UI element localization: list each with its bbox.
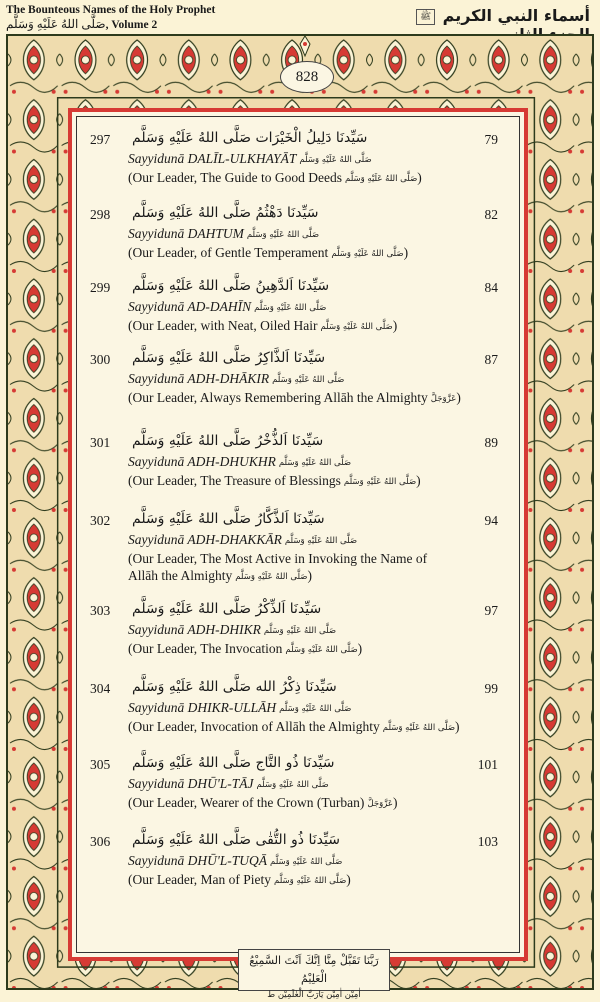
entry-head — [90, 205, 510, 225]
entry-end-honorific: صَلَّى اللهُ عَلَيْهِ وَسَلَّم — [331, 249, 404, 259]
entry-number: 306 — [90, 834, 111, 849]
entry-meaning — [128, 472, 510, 491]
entry-page-ref: 79 — [484, 132, 498, 147]
entry-arabic-name: سَيِّدنَا دَهْثُمُ صَلَّى اللهُ عَلَيْهِ وَسَلَّم — [132, 205, 319, 221]
entry-honorific: صَلَّى اللهُ عَلَيْهِ وَسَلَّم — [284, 536, 358, 546]
page-number: 828 — [280, 61, 334, 93]
entry-meaning-text: (Our Leader, with Neat, Oiled Hair — [128, 318, 318, 333]
entry-name: DHIKR-ULLĀH — [187, 700, 277, 715]
entry-arabic-name: سَيِّدنَا اَلذَّكَّارُ صَلَّى اللهُ عَلَيْهِ وَسَلَّم — [132, 511, 325, 527]
entry-close-paren: ) — [392, 318, 398, 333]
entry-meaning — [128, 640, 510, 659]
entry-honorific: صَلَّى اللهُ عَلَيْهِ وَسَلَّم — [278, 458, 352, 468]
entry-page-ref: 97 — [484, 603, 498, 618]
arabic-running-header — [400, 6, 590, 32]
entry-name: ADH-DHIKR — [187, 622, 261, 637]
entry-honorific: صَلَّى اللهُ عَلَيْهِ وَسَلَّم — [270, 857, 343, 867]
entry-prefix: Sayyidunā — [128, 299, 188, 314]
entry-arabic-name: سَيِّدنَا ذِكْرُ الله صَلَّى اللهُ عَلَيْهِ وَسَلَّم — [132, 679, 337, 695]
entry-name: DHŪ'L-TĀJ — [187, 776, 254, 791]
name-entry — [90, 832, 510, 890]
entry-honorific: صَلَّى اللهُ عَلَيْهِ وَسَلَّم — [299, 155, 372, 165]
footer-dua-line1: رَبَّنَا تَقَبَّلْ مِنَّا اِنَّكَ اَنْتَ السَّمِيْعُ الْعَلِيْمُ — [249, 954, 379, 985]
entry-page-ref: 99 — [484, 681, 498, 696]
entry-meaning-text2: Allāh the Almighty — [128, 568, 233, 583]
entry-transliteration — [128, 852, 510, 871]
entry-prefix: Sayyidunā — [128, 532, 188, 547]
volume-label: , Volume 2 — [105, 19, 158, 31]
entry-close-paren: ) — [357, 641, 363, 656]
entry-transliteration — [128, 775, 510, 794]
entry-number: 299 — [90, 280, 111, 295]
footer-cartouche — [238, 949, 390, 1000]
entry-end-honorific: صَلَّى اللهُ عَلَيْهِ وَسَلَّم — [235, 572, 308, 582]
entry-end-honorific: صَلَّى اللهُ عَلَيْهِ وَسَلَّم — [345, 174, 418, 184]
footer-dua-line2: اٰمِيْن اٰمِيْن يَارَبَّ الْعٰلَمِيْن ط — [267, 990, 361, 1000]
entry-end-honorific: صَلَّى اللهُ عَلَيْهِ وَسَلَّم — [320, 322, 393, 332]
entry-prefix: Sayyidunā — [128, 151, 188, 166]
entry-meaning-text: (Our Leader, The Invocation — [128, 641, 283, 656]
volume-line — [6, 17, 266, 33]
entry-prefix: Sayyidunā — [128, 226, 188, 241]
entry-meaning-text: (Our Leader, The Guide to Good Deeds — [128, 170, 343, 185]
entry-name: DALĪL-ULKHAYĀT — [187, 151, 297, 166]
entry-page-ref: 84 — [484, 280, 498, 295]
entry-end-honorific: صَلَّى اللهُ عَلَيْهِ وَسَلَّم — [285, 645, 358, 655]
entry-end-honorific: صَلَّى اللهُ عَلَيْهِ وَسَلَّم — [274, 876, 347, 886]
entry-meaning-cont — [128, 567, 510, 586]
name-entry — [90, 350, 510, 408]
entry-meaning-text: (Our Leader, The Treasure of Blessings — [128, 473, 341, 488]
entry-transliteration — [128, 621, 510, 640]
entry-page-ref: 87 — [484, 352, 498, 367]
entry-end-honorific: عَزَّوَجَلَّ — [430, 394, 457, 404]
entry-close-paren: ) — [346, 872, 351, 887]
top-ornament-icon — [298, 36, 312, 58]
entry-transliteration — [128, 531, 510, 550]
entry-meaning — [128, 871, 510, 890]
volume-honorific: صَلَّى اللهُ عَلَيْهِ وَسَلَّم — [6, 17, 106, 31]
entry-meaning — [128, 389, 510, 408]
entry-end-honorific: صَلَّى اللهُ عَلَيْهِ وَسَلَّم — [382, 723, 456, 733]
entry-name: DAHTUM — [187, 226, 244, 241]
entry-page-ref: 103 — [477, 834, 498, 849]
entry-number: 302 — [90, 513, 111, 528]
entry-meaning — [128, 317, 510, 336]
entry-close-paren: ) — [455, 719, 460, 734]
entry-head — [90, 832, 510, 852]
entry-arabic-name: سَيِّدنَا ذُو التَّاج صَلَّى اللهُ عَلَيْهِ وَسَلَّم — [132, 755, 335, 771]
entry-transliteration — [128, 453, 510, 472]
entry-end-honorific: صَلَّى اللهُ عَلَيْهِ وَسَلَّم — [343, 477, 417, 487]
entry-honorific: صَلَّى اللهُ عَلَيْهِ وَسَلَّم — [254, 303, 327, 313]
entry-meaning-text: (Our Leader, Man of Piety — [128, 872, 272, 887]
entry-honorific: صَلَّى اللهُ عَلَيْهِ وَسَلَّم — [263, 626, 337, 636]
entry-prefix: Sayyidunā — [128, 700, 188, 715]
entry-head — [90, 130, 510, 150]
entry-close-paren: ) — [392, 795, 398, 810]
running-header — [6, 4, 266, 33]
name-entry — [90, 601, 510, 659]
entry-name: ADH-DHĀKIR — [187, 371, 270, 386]
entry-page-ref: 82 — [484, 207, 498, 222]
entry-prefix: Sayyidunā — [128, 371, 188, 386]
name-entry — [90, 205, 510, 263]
entry-close-paren: ) — [403, 245, 409, 260]
name-entry — [90, 511, 510, 586]
entry-prefix: Sayyidunā — [128, 622, 188, 637]
entry-prefix: Sayyidunā — [128, 853, 188, 868]
entry-arabic-name: سَيِّدنَا اَلذُّخْرُ صَلَّى اللهُ عَلَيْهِ وَسَلَّم — [132, 433, 324, 449]
entry-number: 301 — [90, 435, 111, 450]
entry-page-ref: 101 — [477, 757, 498, 772]
book-title: The Bounteous Names of the Holy Prophet — [6, 4, 216, 16]
entry-meaning — [128, 244, 510, 263]
entry-head — [90, 511, 510, 531]
entry-arabic-name: سَيِّدنَا اَلدَّهِينُ صَلَّى اللهُ عَلَيْهِ وَسَلَّم — [132, 278, 330, 294]
entry-meaning-text: (Our Leader, of Gentle Temperament — [128, 245, 329, 260]
entry-prefix: Sayyidunā — [128, 776, 188, 791]
name-entry — [90, 679, 510, 737]
entry-number: 305 — [90, 757, 111, 772]
entry-close-paren: ) — [416, 473, 421, 488]
entry-transliteration — [128, 298, 510, 317]
arabic-honorific: ﷺ — [416, 9, 435, 25]
entry-head — [90, 755, 510, 775]
name-entry — [90, 130, 510, 188]
entry-arabic-name: سَيِّدنَا اَلذَّاكِرُ صَلَّى اللهُ عَلَيْهِ وَسَلَّم — [132, 350, 326, 366]
entry-close-paren: ) — [307, 568, 312, 583]
entry-head — [90, 433, 510, 453]
entry-meaning — [128, 169, 510, 188]
entry-arabic-name: سَيِّدنَا اَلذِّكْرُ صَلَّى اللهُ عَلَيْهِ وَسَلَّم — [132, 601, 322, 617]
entry-page-ref: 94 — [484, 513, 498, 528]
entry-page-ref: 89 — [484, 435, 498, 450]
name-entry — [90, 433, 510, 491]
entry-meaning-text: (Our Leader, Wearer of the Crown (Turban) — [128, 795, 365, 810]
entry-prefix: Sayyidunā — [128, 454, 188, 469]
entry-meaning — [128, 794, 510, 813]
entry-meaning — [128, 550, 510, 567]
entry-head — [90, 350, 510, 370]
entry-number: 303 — [90, 603, 111, 618]
name-entry — [90, 278, 510, 336]
entry-honorific: صَلَّى اللهُ عَلَيْهِ وَسَلَّم — [256, 780, 329, 790]
entry-meaning-text: (Our Leader, Invocation of Allāh the Almighty — [128, 719, 380, 734]
entry-number: 300 — [90, 352, 111, 367]
entry-head — [90, 679, 510, 699]
entry-name: DHŪ'L-TUQĀ — [187, 853, 268, 868]
entry-meaning — [128, 718, 510, 737]
entry-close-paren: ) — [456, 390, 461, 405]
entry-number: 297 — [90, 132, 111, 147]
name-entry — [90, 755, 510, 813]
entry-meaning-text: (Our Leader, The Most Active in Invoking the Name of — [128, 551, 428, 566]
entry-name: ADH-DHAKKĀR — [187, 532, 282, 547]
entry-transliteration — [128, 150, 510, 169]
entry-transliteration — [128, 225, 510, 244]
entry-arabic-name: سَيِّدنَا ذُو التُّقٰى صَلَّى اللهُ عَلَيْهِ وَسَلَّم — [132, 832, 340, 848]
entry-honorific: صَلَّى اللهُ عَلَيْهِ وَسَلَّم — [246, 230, 320, 240]
entry-arabic-name: سَيِّدنَا دَلِيلُ الْخَيْرَات صَلَّى اللهُ عَلَيْهِ وَسَلَّم — [132, 130, 368, 146]
entry-head — [90, 601, 510, 621]
entry-close-paren: ) — [417, 170, 422, 185]
entry-end-honorific: عَزَّوَجَلَّ — [367, 799, 393, 809]
entry-number: 304 — [90, 681, 111, 696]
entry-head — [90, 278, 510, 298]
entry-number: 298 — [90, 207, 111, 222]
entry-name: ADH-DHUKHR — [187, 454, 276, 469]
entry-honorific: صَلَّى اللهُ عَلَيْهِ وَسَلَّم — [272, 375, 345, 385]
entry-transliteration — [128, 370, 510, 389]
entry-honorific: صَلَّى اللهُ عَلَيْهِ وَسَلَّم — [279, 704, 352, 714]
entry-transliteration — [128, 699, 510, 718]
entry-name: AD-DAHĪN — [187, 299, 252, 314]
arabic-title: أسماء النبي الكريم — [442, 6, 590, 25]
entry-meaning-text: (Our Leader, Always Remembering Allāh the Almighty — [128, 390, 428, 405]
